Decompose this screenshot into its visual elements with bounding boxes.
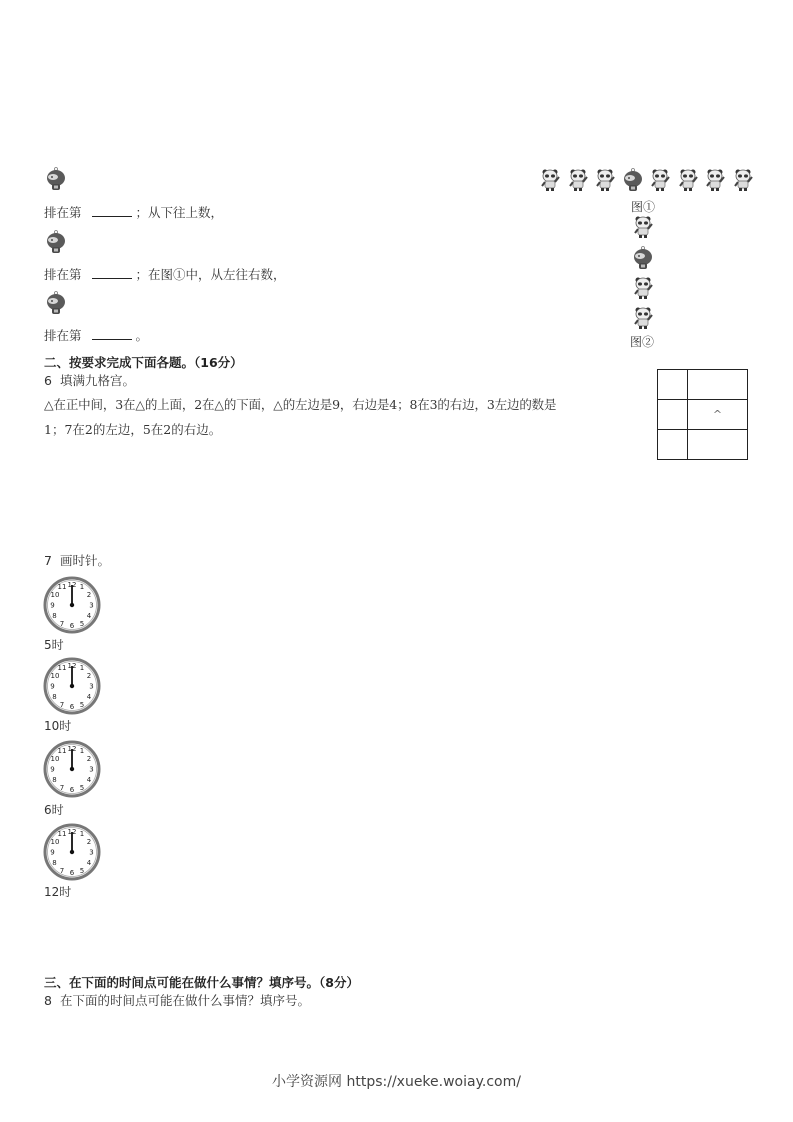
- q8-number: 8: [44, 993, 52, 1008]
- section-2-heading: 二、按要求完成下面各题。（16分）: [44, 355, 243, 370]
- q8-title: 在下面的时间点可能在做什么事情？填序号。: [59, 993, 310, 1008]
- answer-blank-1[interactable]: [92, 204, 132, 217]
- q8-title-line: [44, 993, 310, 1009]
- q6-number: 6: [44, 373, 52, 388]
- monster-icon: [632, 246, 654, 270]
- ordinal-prefix: 排在第: [44, 205, 82, 220]
- panda-icon: [567, 168, 589, 192]
- section-3-heading: 三、在下面的时间点可能在做什么事情？填序号。（8分）: [44, 975, 359, 990]
- monster-icon: [622, 168, 644, 192]
- figure-1-row: [539, 168, 754, 192]
- triangle-symbol: ^: [712, 408, 723, 421]
- grid-cell[interactable]: [688, 430, 748, 460]
- q6-title-line: [44, 373, 135, 389]
- clock-label: 5时: [44, 638, 64, 652]
- ordinal-line-3: [44, 327, 148, 344]
- footer-watermark: 小学资源网 https://xueke.woiay.com/: [272, 1074, 521, 1090]
- panda-icon: [732, 168, 754, 192]
- figure-1-label: 图①: [631, 200, 656, 214]
- q6-text-line-1: △在正中间，3在△的上面，2在△的下面，△的左边是9，右边是4；8在3的右边，3左边的数是: [44, 397, 557, 412]
- q7-title: 画时针。: [59, 553, 110, 568]
- panda-icon: [649, 168, 671, 192]
- clock-label: 12时: [44, 885, 72, 899]
- ordinal-suffix: ；从下往上数，: [135, 205, 224, 220]
- monster-figure-icon: [45, 291, 67, 315]
- q7-number: 7: [44, 553, 52, 568]
- panda-icon: [677, 168, 699, 192]
- ordinal-suffix: 。: [135, 328, 149, 343]
- q7-title-line: [44, 553, 110, 569]
- ordinal-line-1: [44, 204, 223, 221]
- panda-icon: [632, 306, 654, 330]
- panda-icon: [704, 168, 726, 192]
- answer-blank-3[interactable]: [92, 327, 132, 340]
- ordinal-line-2: [44, 266, 286, 283]
- q6-title: 填满九格宫。: [59, 373, 135, 388]
- panda-icon: [632, 276, 654, 300]
- grid-cell[interactable]: [658, 370, 688, 400]
- nine-grid: [657, 369, 748, 460]
- ordinal-prefix: 排在第: [44, 328, 82, 343]
- clock-icon[interactable]: [43, 657, 101, 715]
- clock-label: 10时: [44, 719, 72, 733]
- answer-blank-2[interactable]: [92, 266, 132, 279]
- clock-icon[interactable]: [43, 576, 101, 634]
- grid-cell-center[interactable]: [688, 400, 748, 430]
- grid-cell[interactable]: [658, 430, 688, 460]
- ordinal-prefix: 排在第: [44, 267, 82, 282]
- panda-icon: [539, 168, 561, 192]
- panda-icon: [594, 168, 616, 192]
- q6-text-line-2: 1；7在2的左边，5在2的右边。: [44, 422, 222, 437]
- monster-figure-icon: [45, 230, 67, 254]
- panda-icon: [632, 215, 654, 239]
- clock-label: 6时: [44, 803, 64, 817]
- monster-figure-icon: [45, 167, 67, 191]
- clock-icon[interactable]: [43, 740, 101, 798]
- clock-icon[interactable]: [43, 823, 101, 881]
- ordinal-suffix: ；在图①中，从左往右数，: [135, 267, 286, 282]
- grid-cell[interactable]: [658, 400, 688, 430]
- grid-cell[interactable]: [688, 370, 748, 400]
- figure-2-label: 图②: [630, 335, 655, 349]
